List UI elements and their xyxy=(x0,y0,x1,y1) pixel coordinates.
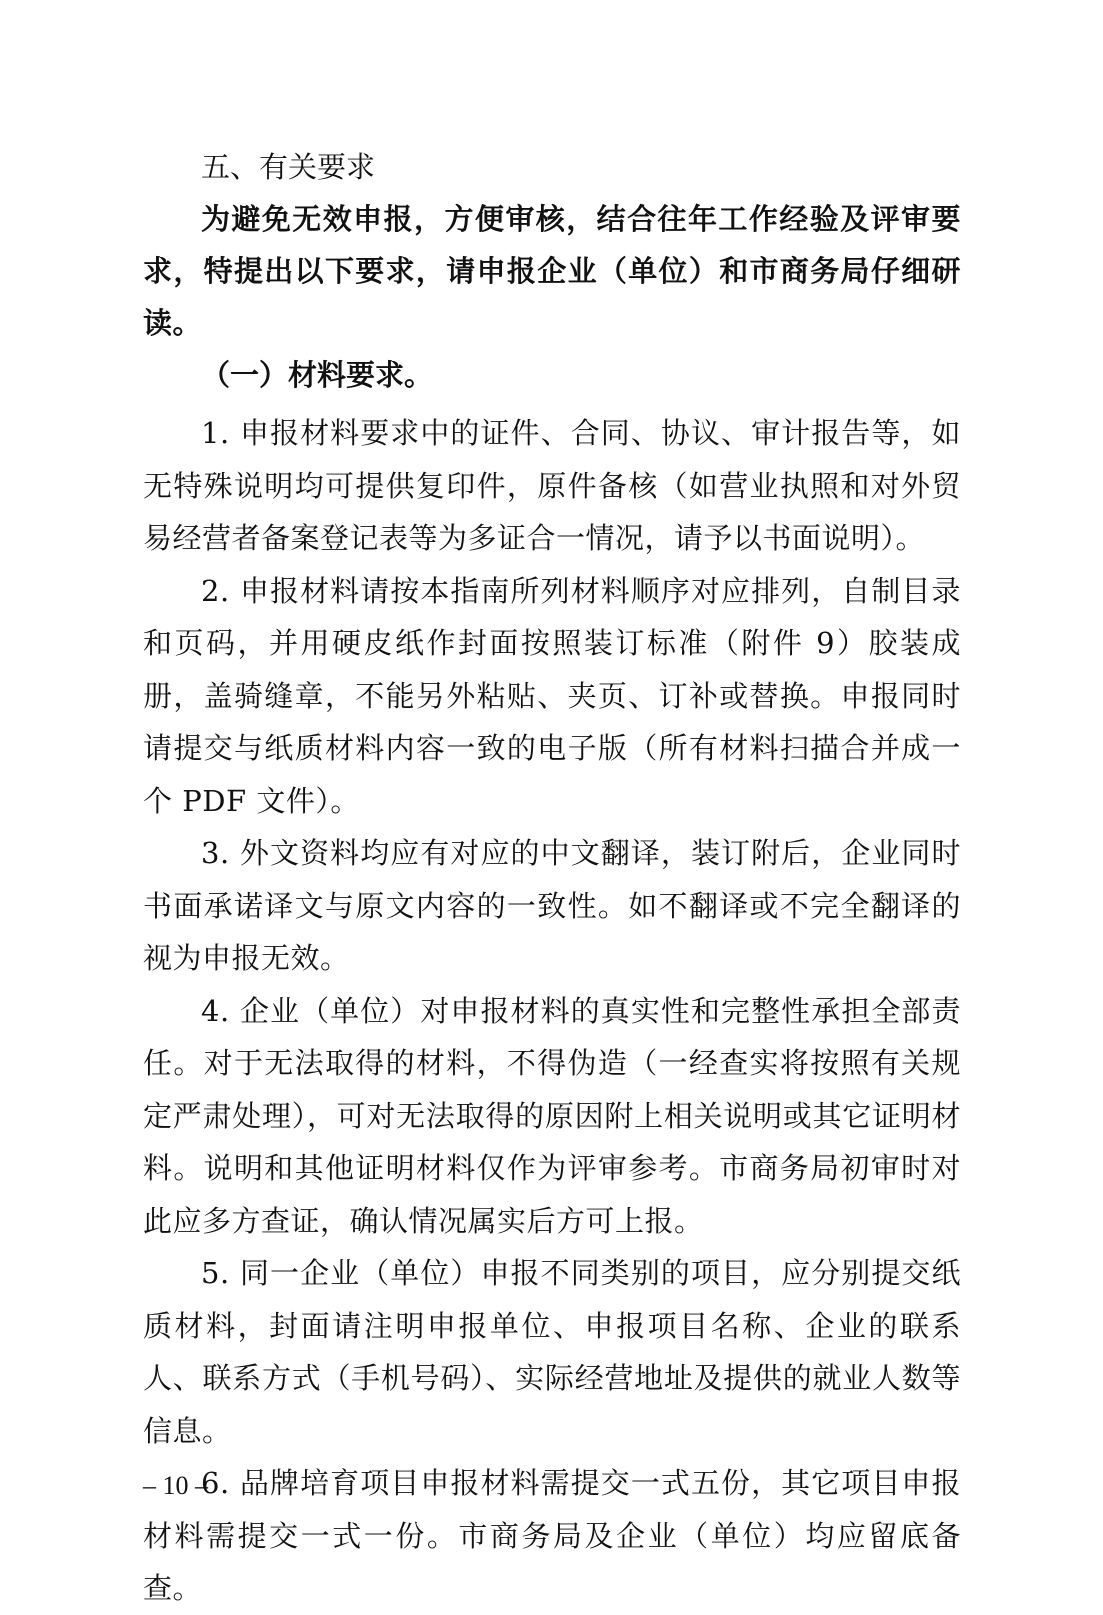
section-heading: 五、有关要求 xyxy=(201,150,376,184)
subsection-heading: （一）材料要求。 xyxy=(201,358,434,392)
page-content xyxy=(143,141,961,1615)
requirement-item-6: 6. 品牌培育项目申报材料需提交一式五份，其它项目申报材料需提交一式一份。市商务局及企业（单位）均应留底备查。 xyxy=(143,1466,961,1605)
requirement-item-5: 5. 同一企业（单位）申报不同类别的项目，应分别提交纸质材料，封面请注明申报单位、申报项目名称、企业的联系人、联系方式（手机号码）、实际经营地址及提供的就业人数等信息。 xyxy=(143,1256,961,1448)
requirement-item-4: 4. 企业（单位）对申报材料的真实性和完整性承担全部责任。对于无法取得的材料，不得伪造（一经查实将按照有关规定严肃处理），可对无法取得的原因附上相关说明或其它证明材料。说明和其他证明材料仅作为评审参考。市商务局初审时对此应多方查证，确认情况属实后方可上报。 xyxy=(143,993,961,1238)
requirement-item-3: 3. 外文资料均应有对应的中文翻译，装订附后，企业同时书面承诺译文与原文内容的一致性。如不翻译或不完全翻译的视为申报无效。 xyxy=(143,836,961,975)
requirement-item-1: 1. 申报材料要求中的证件、合同、协议、审计报告等，如无特殊说明均可提供复印件，原件备核（如营业执照和对外贸易经营者备案登记表等为多证合一情况，请予以书面说明）。 xyxy=(143,416,961,555)
section-intro: 为避免无效申报，方便审核，结合往年工作经验及评审要求，特提出以下要求，请申报企业（单位）和市商务局仔细研读。 xyxy=(143,202,961,340)
page-number: – 10 – xyxy=(143,1471,208,1500)
requirement-item-2: 2. 申报材料请按本指南所列材料顺序对应排列，自制目录和页码，并用硬皮纸作封面按照装订标准（附件 9）胶装成册，盖骑缝章，不能另外粘贴、夹页、订补或替换。申报同时请提交与纸质材料内容一致的电子版（所有材料扫描合并成一个 PDF 文件）。 xyxy=(143,573,961,818)
